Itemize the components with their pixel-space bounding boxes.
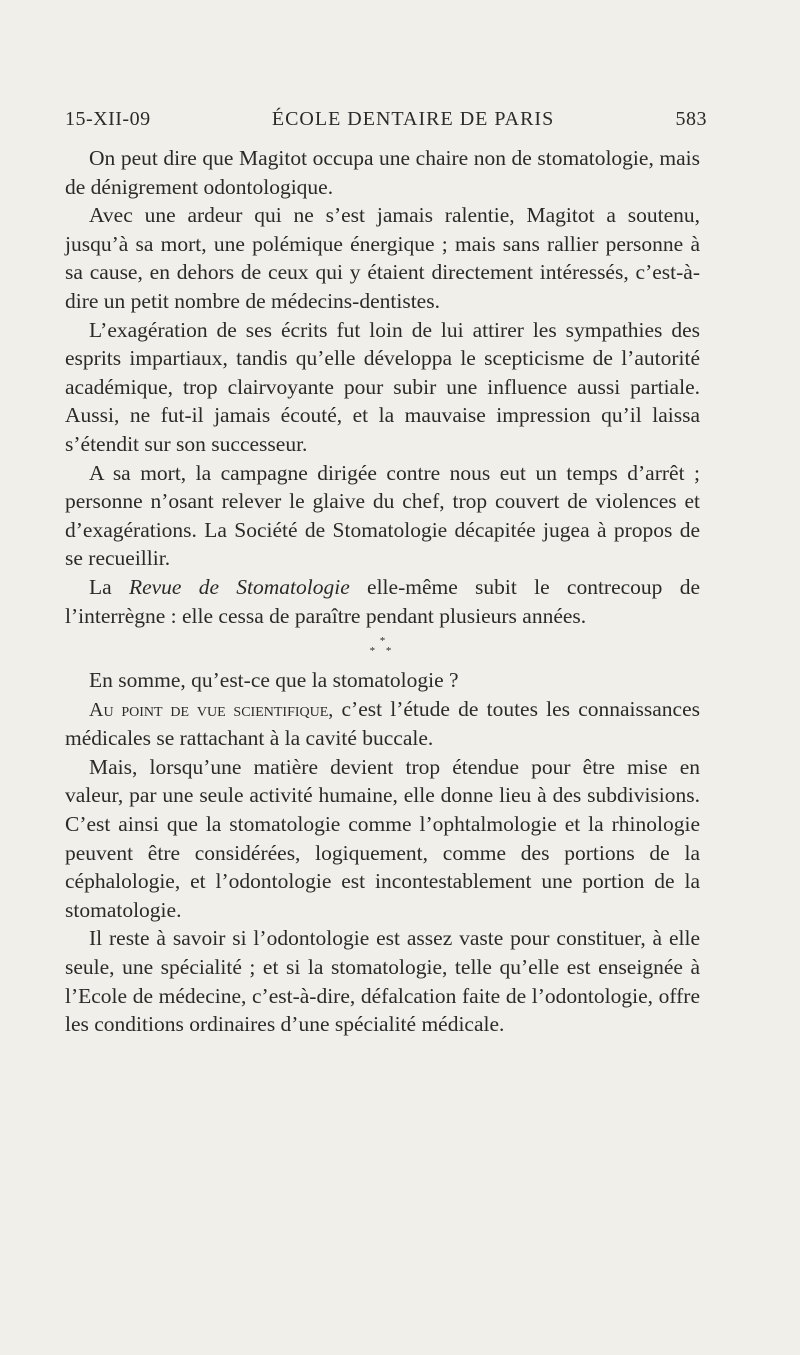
running-header <box>65 108 707 138</box>
section-separator <box>65 632 700 660</box>
paragraph-9: Il reste à savoir si l’odontologie est assez vaste pour constituer, à elle seule, une spécialité ; et si la stomatologie, telle qu’elle est enseignée à l’Ecole de médecine, c’est-à-dire, défalcation faite de l’odontologie, offre les conditions ordinaires d’une spécialité médicale. <box>65 926 700 1037</box>
header-journal-title: ÉCOLE DENTAIRE DE PARIS <box>271 108 555 130</box>
paragraph-5-prefix: La <box>89 574 129 599</box>
paragraph-1: On peut dire que Magitot occupa une chaire non de stomatologie, mais de dénigrement odontologique. <box>65 146 700 199</box>
paragraph-7 <box>65 695 700 753</box>
paragraph-5 <box>65 573 700 630</box>
header-date: 15-XII-09 <box>65 108 151 130</box>
separator-asterisk-bottom: * * <box>369 645 396 658</box>
page-number: 583 <box>675 108 707 130</box>
body-text <box>65 144 700 1039</box>
paragraph-8: Mais, lorsqu’une matière devient trop étendue pour être mise en valeur, par une seule activité humaine, elle donne lieu à des subdivisions. C’est ainsi que la stomatologie comme l’ophtalmologie et la rhinologie peuvent être considérées, logiquement, comme des portions de la céphalologie, et l’odontologie est incontestablement une portion de la stomatologie. <box>65 754 700 922</box>
paragraph-6: En somme, qu’est-ce que la stomatologie ? <box>89 668 459 693</box>
paragraph-2: Avec une ardeur qui ne s’est jamais ralentie, Magitot a soutenu, jusqu’à sa mort, une polémique énergique ; mais sans rallier personne à sa cause, en dehors de ceux qui y étaient directement intéressés, c’est-à-dire un petit nombre de médecins-dentistes. <box>65 203 700 313</box>
paragraph-4: A sa mort, la campagne dirigée contre nous eut un temps d’arrêt ; personne n’osant relever le glaive du chef, trop couvert de violences et d’exagérations. La Société de Stomatologie décapitée jugea à propos de se recueillir. <box>65 460 700 571</box>
paragraph-5-suffix: elle-même subit le contrecoup de l’interrègne : elle cessa de paraître pendant plusieurs années. <box>65 574 700 628</box>
small-caps-lead: Au point de vue scientifique, <box>89 698 334 721</box>
paragraph-3: L’exagération de ses écrits fut loin de lui attirer les sympathies des esprits impartiaux, tandis qu’elle développa le scepticisme de l’autorité académique, trop clairvoyante pour subir une influence aussi partiale. Aussi, ne fut-il jamais écouté, et la mauvaise impression qu’il laissa s’étendit sur son successeur. <box>65 317 700 456</box>
paragraph-7-suffix: c’est l’étude de toutes les connaissances médicales se rattachant à la cavité buccale. <box>65 696 700 751</box>
separator-asterisk-top: * <box>379 635 386 648</box>
journal-title-italic: Revue de Stomatologie <box>128 574 350 599</box>
